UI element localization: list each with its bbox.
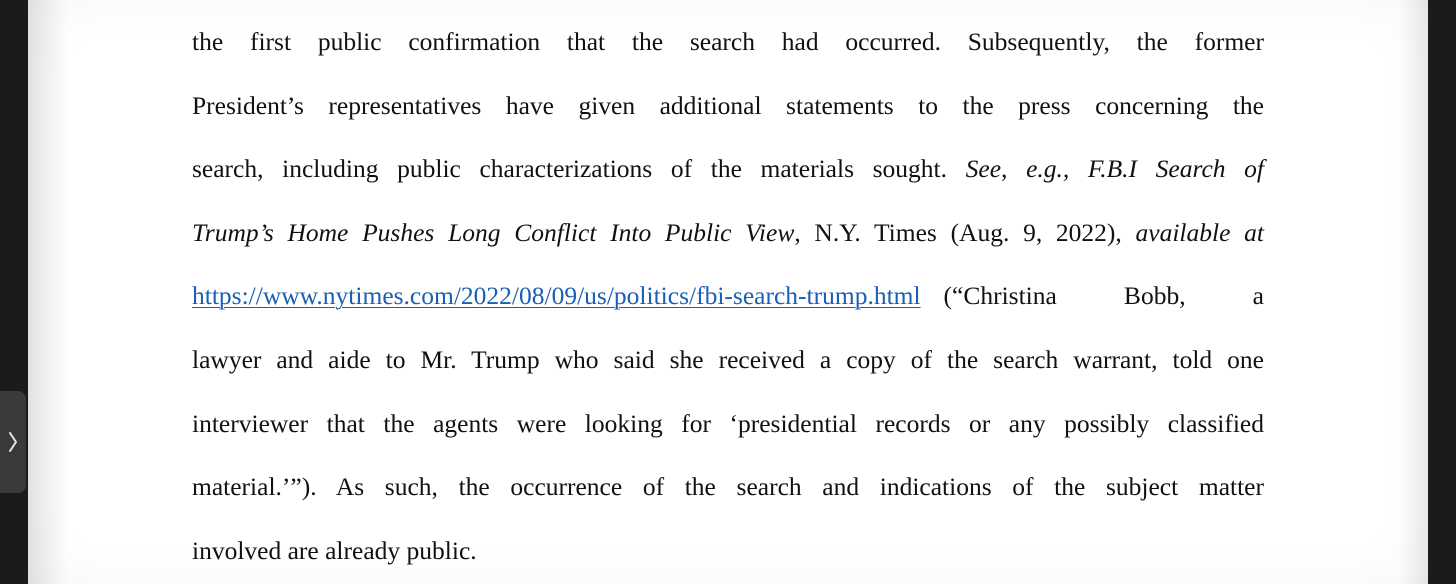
text-line	[192, 137, 1264, 201]
text-line	[192, 392, 1264, 456]
body-text: the first public confirmation that the search had occurred. Subsequently, the former	[192, 27, 1264, 56]
chevron-right-icon	[7, 429, 19, 455]
body-text: search, including public characterizations of the materials sought.	[192, 154, 966, 184]
text-line	[192, 328, 1264, 392]
sidebar-toggle-button[interactable]	[0, 391, 26, 493]
body-text: (“Christina Bobb, a	[943, 281, 1264, 311]
citation-italic-text: available at	[1135, 217, 1264, 247]
text-line	[192, 201, 1264, 265]
body-text: President’s representatives have given additional statements to the press concerning the	[192, 90, 1264, 120]
text-line	[192, 264, 1264, 328]
document-page	[28, 0, 1428, 584]
text-line	[192, 10, 1264, 74]
citation-italic-text: Trump’s Home Pushes Long Conflict Into Public View	[192, 217, 795, 247]
text-line	[192, 519, 1264, 583]
body-paragraph	[192, 10, 1264, 582]
text-line	[192, 455, 1264, 519]
text-line	[192, 74, 1264, 138]
citation-italic-text: See, e.g., F.B.I Search of	[965, 154, 1265, 184]
body-text: lawyer and aide to Mr. Trump who said she received a copy of the search warrant, told one	[192, 344, 1264, 374]
body-text: interviewer that the agents were looking for ‘presidential records or any possibly classified	[192, 408, 1264, 438]
body-text: material.’”). As such, the occurrence of the search and indications of the subject matter	[192, 472, 1264, 502]
body-text: involved are already public.	[192, 535, 477, 565]
citation-link[interactable]: https://www.nytimes.com/2022/08/09/us/politics/fbi-search-trump.html	[192, 281, 921, 311]
body-text: , N.Y. Times (Aug. 9, 2022),	[794, 217, 1136, 247]
